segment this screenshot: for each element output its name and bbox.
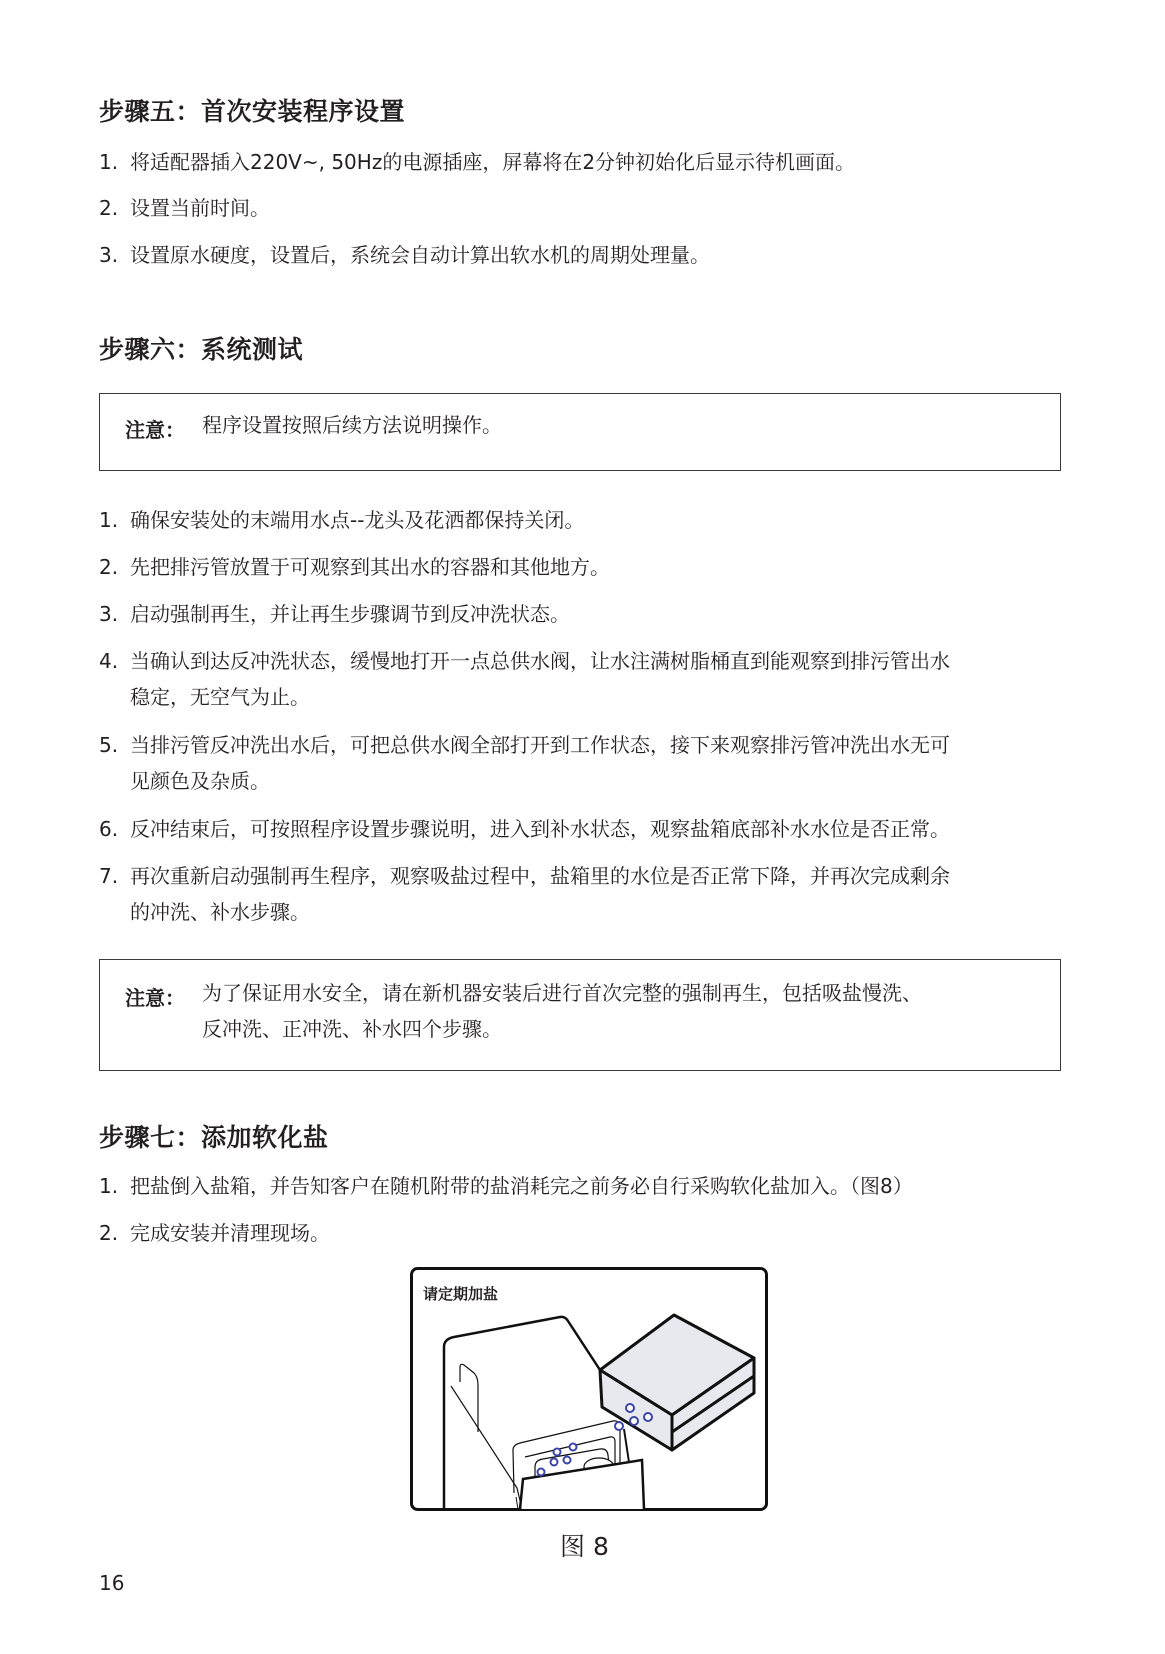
note-label: 注意： — [125, 418, 185, 442]
salt-bubble — [630, 1417, 638, 1425]
step6-item-2 — [99, 549, 610, 585]
salt-bubble — [538, 1469, 545, 1476]
item-text: 反冲结束后，可按照程序设置步骤说明，进入到补水状态，观察盐箱底部补水水位是否正常。 — [130, 817, 950, 841]
step6-heading: 步骤六：系统测试 — [99, 335, 304, 364]
item-text-line: 当确认到达反冲洗状态，缓慢地打开一点总供水阀，让水注满树脂桶直到能观察到排污管出水 — [130, 649, 950, 673]
note-label: 注意： — [125, 986, 185, 1010]
item-number: 1. — [99, 150, 119, 174]
item-text: 设置原水硬度，设置后，系统会自动计算出软水机的周期处理量。 — [130, 243, 710, 267]
step6-item-5 — [99, 727, 950, 799]
note-text: 程序设置按照后续方法说明操作。 — [202, 413, 502, 437]
salt-bubble — [570, 1444, 577, 1451]
item-number: 7. — [99, 864, 119, 888]
step7-item-1 — [99, 1168, 913, 1204]
step6-item-4 — [99, 643, 950, 715]
figure-label: 请定期加盐 — [423, 1285, 499, 1303]
step6-item-3 — [99, 596, 570, 632]
salt-bubble — [615, 1422, 623, 1430]
step5-item-2 — [99, 190, 270, 226]
item-text-line: 稳定，无空气为止。 — [130, 685, 310, 709]
page-number: 16 — [99, 1571, 125, 1595]
note-text-line: 反冲洗、正冲洗、补水四个步骤。 — [202, 1017, 502, 1041]
item-text: 先把排污管放置于可观察到其出水的容器和其他地方。 — [130, 555, 610, 579]
item-number: 6. — [99, 817, 119, 841]
item-text-line: 的冲洗、补水步骤。 — [130, 900, 310, 924]
item-text: 完成安装并清理现场。 — [130, 1221, 330, 1245]
item-number: 1. — [99, 508, 119, 532]
item-text-line: 再次重新启动强制再生程序，观察吸盐过程中，盐箱里的水位是否正常下降，并再次完成剩余 — [130, 864, 950, 888]
item-number: 2. — [99, 196, 119, 220]
item-text: 将适配器插入220V~, 50Hz的电源插座，屏幕将在2分钟初始化后显示待机画面。 — [130, 150, 856, 174]
salt-bubble — [554, 1449, 561, 1456]
step5-item-3 — [99, 237, 710, 273]
step7-heading: 步骤七：添加软化盐 — [99, 1123, 329, 1152]
item-number: 1. — [99, 1174, 119, 1198]
item-number: 2. — [99, 1221, 119, 1245]
item-text: 启动强制再生，并让再生步骤调节到反冲洗状态。 — [130, 602, 570, 626]
step6-item-1 — [99, 502, 584, 538]
item-number: 4. — [99, 649, 119, 673]
step6-item-7 — [99, 858, 950, 930]
item-text: 把盐倒入盐箱，并告知客户在随机附带的盐消耗完之前务必自行采购软化盐加入。（图8） — [130, 1174, 913, 1198]
item-number: 3. — [99, 243, 119, 267]
item-text: 确保安装处的末端用水点--龙头及花洒都保持关闭。 — [130, 508, 585, 532]
note-text-line: 为了保证用水安全，请在新机器安装后进行首次完整的强制再生，包括吸盐慢洗、 — [202, 981, 922, 1005]
step5-heading: 步骤五：首次安装程序设置 — [99, 97, 406, 126]
item-text: 设置当前时间。 — [130, 196, 270, 220]
step5-item-1 — [99, 144, 855, 180]
figure-caption: 图 8 — [560, 1532, 609, 1561]
step7-item-2 — [99, 1215, 330, 1251]
item-number: 2. — [99, 555, 119, 579]
item-number: 3. — [99, 602, 119, 626]
note-box-2 — [99, 959, 1061, 1071]
item-text-line: 当排污管反冲洗出水后，可把总供水阀全部打开到工作状态，接下来观察排污管冲洗出水无可 — [130, 733, 950, 757]
item-number: 5. — [99, 733, 119, 757]
salt-bubble — [564, 1457, 571, 1464]
step6-item-6 — [99, 811, 950, 847]
salt-bubble — [644, 1413, 652, 1421]
note-box-1 — [99, 393, 1061, 471]
item-text-line: 见颜色及杂质。 — [130, 769, 270, 793]
salt-bubble — [626, 1404, 634, 1412]
salt-bubble — [551, 1459, 558, 1466]
